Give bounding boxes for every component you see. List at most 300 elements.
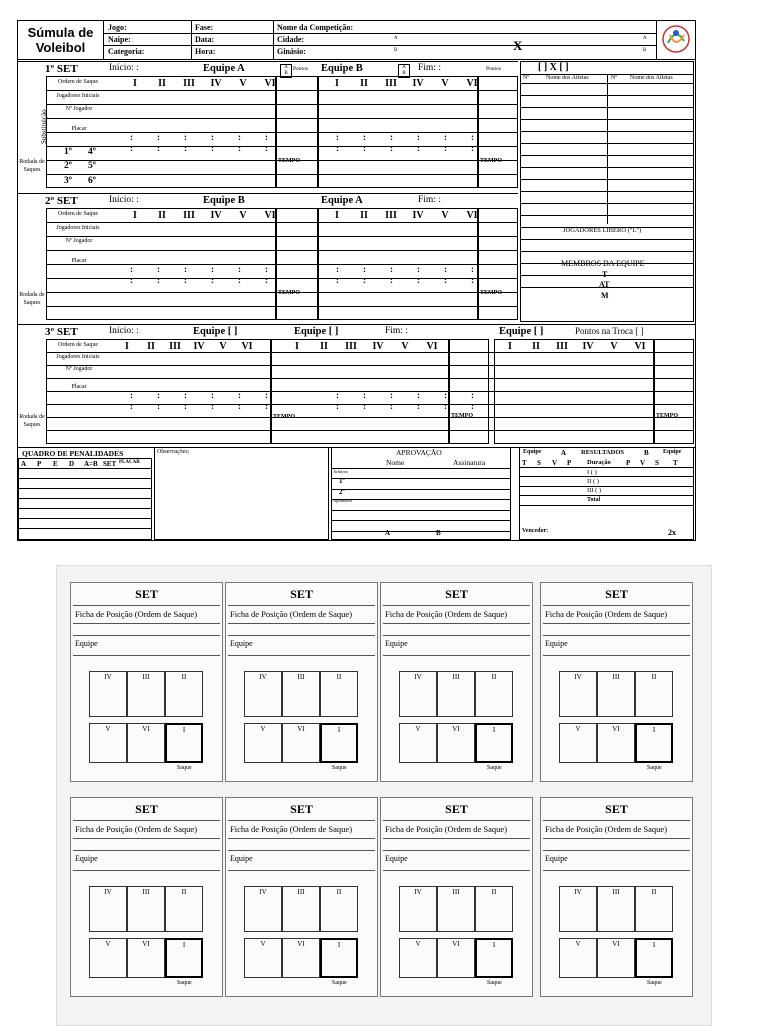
scorer-label: Apontador (333, 498, 353, 503)
card-serve-order-title: Ficha de Posição (Ordem de Saque) (385, 609, 508, 619)
card-divider (383, 870, 530, 871)
card-divider (543, 623, 690, 624)
court-zone-bottom-2[interactable] (597, 723, 635, 763)
court-zone-label: IV (259, 673, 267, 681)
set-2-right-position-6: VI (466, 210, 478, 221)
court-zone-label: I (652, 941, 656, 949)
score-colon: : (471, 132, 474, 142)
court-zone-label: III (612, 673, 620, 681)
court-zone-bottom-1[interactable] (559, 938, 597, 978)
card-divider (228, 623, 375, 624)
penalties-title: QUADRO DE PENALIDADES (22, 449, 124, 458)
card-serve-order-title: Ficha de Posição (Ordem de Saque) (385, 824, 508, 834)
score-colon: : (184, 143, 187, 153)
set-2-player-number: Nº Jogador (65, 238, 93, 244)
court-zone-top-2[interactable] (437, 671, 475, 717)
score-colon: : (157, 401, 160, 411)
set-2-left-position-3: III (183, 210, 195, 221)
card-divider (228, 635, 375, 636)
set-3-switch-points: Pontos na Troca [ ] (575, 326, 644, 336)
card-divider (228, 870, 375, 871)
score-colon: : (130, 132, 133, 142)
versus-x: X (513, 38, 523, 53)
set-3-starters: Jogadores Iniciais (56, 354, 100, 360)
set-2-right-position-4: IV (412, 210, 424, 221)
member-at: AT (599, 280, 610, 289)
card-divider (73, 870, 220, 871)
result-set-2: II ( ) (587, 478, 599, 485)
set-1-right-position-3: III (385, 78, 397, 89)
court-zone-top-2[interactable] (127, 886, 165, 932)
court-zone-label: VI (452, 725, 460, 733)
set-1-left-position-6: VI (264, 78, 276, 89)
set-1-right-position-4: IV (412, 78, 424, 89)
card-serve-order-title: Ficha de Posição (Ordem de Saque) (75, 824, 198, 834)
court-zone-bottom-2[interactable] (597, 938, 635, 978)
roster-number-col-2: Nº (611, 75, 618, 81)
card-team-label: Equipe (545, 854, 568, 863)
court-zone-bottom-1[interactable] (89, 938, 127, 978)
card-set-title: SET (605, 587, 628, 601)
court-zone-bottom-2[interactable] (127, 938, 165, 978)
court-zone-bottom-1[interactable] (244, 723, 282, 763)
results-team-b-label: Equipe (663, 449, 682, 455)
set-3-right-position-5: V (610, 341, 618, 352)
score-colon: : (184, 132, 187, 142)
set-2-team-right: Equipe A (321, 195, 363, 206)
hora-label: Hora: (195, 47, 216, 56)
set-1-start: Início: : (109, 63, 139, 73)
card-court-grid (559, 671, 677, 771)
score-colon: : (211, 264, 214, 274)
court-zone-top-1[interactable] (399, 671, 437, 717)
court-zone-bottom-1[interactable] (399, 938, 437, 978)
score-colon: : (130, 143, 133, 153)
card-divider (543, 820, 690, 821)
card-set-title: SET (605, 802, 628, 816)
serve-label: Saque (647, 765, 662, 771)
position-card-4 (540, 582, 693, 782)
score-colon: : (211, 143, 214, 153)
penalty-col-7: PLACAR (119, 460, 140, 465)
score-colon: : (184, 275, 187, 285)
results-right-col-3: S (655, 459, 659, 467)
court-zone-label: II (651, 888, 657, 896)
position-card-1 (70, 582, 223, 782)
court-zone-label: V (105, 940, 111, 948)
set-3-mid-position-5: V (401, 341, 409, 352)
captain-a: A (385, 529, 391, 537)
card-divider (383, 850, 530, 851)
score-colon: : (238, 401, 241, 411)
score-colon: : (211, 390, 214, 400)
serve-label: Saque (332, 980, 347, 986)
court-zone-top-3[interactable] (320, 671, 358, 717)
card-divider (383, 838, 530, 839)
score-colon: : (336, 264, 339, 274)
card-divider (228, 655, 375, 656)
set-2-right-position-1: I (335, 210, 339, 221)
jogo-label: Jogo: (108, 23, 127, 32)
court-zone-label: II (336, 888, 342, 896)
set-3-right-position-3: III (556, 341, 568, 352)
card-court-grid (559, 886, 677, 986)
score-colon: : (130, 275, 133, 285)
set-1-player-number: Nº Jogador (65, 106, 93, 112)
set-1-team-right: Equipe B (321, 63, 363, 74)
court-zone-label: VI (142, 940, 150, 948)
card-divider (73, 623, 220, 624)
set-2-starters: Jogadores Iniciais (56, 225, 100, 231)
court-zone-top-3[interactable] (320, 886, 358, 932)
court-zone-label: I (652, 726, 656, 734)
set-1-left-position-4: IV (210, 78, 222, 89)
set-3-team-left: Equipe [ ] (193, 326, 238, 337)
score-colon: : (184, 264, 187, 274)
court-zone-bottom-2[interactable] (437, 723, 475, 763)
card-court-grid (399, 886, 517, 986)
results-team-a-label: Equipe (523, 449, 542, 455)
card-divider (228, 605, 375, 606)
court-zone-top-2[interactable] (597, 886, 635, 932)
set-2-serve-rounds: Rodada de Saques (19, 292, 45, 306)
roster-name-col: Nome dos Atletas (546, 75, 589, 81)
title-line-2: Voleibol (35, 40, 86, 55)
results-right-col-1: P (626, 459, 631, 467)
court-zone-top-2[interactable] (437, 886, 475, 932)
score-colon: : (265, 264, 268, 274)
court-zone-top-1[interactable] (399, 886, 437, 932)
court-zone-top-3[interactable] (475, 886, 513, 932)
card-divider (73, 655, 220, 656)
penalty-col-5: A=B (84, 460, 98, 468)
card-team-label: Equipe (230, 854, 253, 863)
court-zone-label: III (142, 888, 150, 896)
court-zone-top-3[interactable] (635, 671, 673, 717)
score-colon: : (265, 401, 268, 411)
results-left-col-1: T (522, 459, 527, 467)
score-colon: : (444, 275, 447, 285)
court-zone-top-3[interactable] (165, 886, 203, 932)
set-2-right-position-5: V (441, 210, 449, 221)
court-zone-top-2[interactable] (127, 671, 165, 717)
set-3-mid-position-2: II (320, 341, 328, 352)
court-zone-bottom-1[interactable] (89, 723, 127, 763)
court-zone-label: II (491, 673, 497, 681)
set-3-serve-rounds: Rodada de Saques (19, 414, 45, 428)
result-total: Total (587, 497, 601, 503)
score-colon: : (238, 275, 241, 285)
score-colon: : (336, 401, 339, 411)
winner-score: 2x (668, 528, 676, 537)
second-referee: 2º (339, 488, 345, 496)
court-zone-label: IV (574, 673, 582, 681)
position-card-5 (70, 797, 223, 997)
scoresheet-header (18, 21, 695, 60)
set-1-substitution: Substituição (40, 109, 48, 144)
court-zone-label: IV (574, 888, 582, 896)
card-divider (73, 838, 220, 839)
card-court-grid (244, 886, 362, 986)
set-3-team-mid: Equipe [ ] (294, 326, 339, 337)
card-divider (543, 850, 690, 851)
court-zone-top-1[interactable] (89, 886, 127, 932)
card-set-title: SET (135, 802, 158, 816)
set-3-timeout-left: TEMPO (273, 414, 295, 420)
round-4: 4º (88, 147, 96, 157)
court-zone-label: III (142, 673, 150, 681)
set-1-title: 1º SET (45, 63, 78, 75)
set-1-left-position-5: V (239, 78, 247, 89)
results-team-a: A (561, 449, 567, 457)
court-zone-label: II (181, 888, 187, 896)
set-3-right-position-4: IV (582, 341, 594, 352)
court-zone-bottom-2[interactable] (282, 723, 320, 763)
card-divider (228, 850, 375, 851)
sheet-title (18, 21, 104, 59)
results-title: RESULTADOS (581, 449, 624, 456)
observations-label: Observações: (157, 449, 190, 455)
set-3-end: Fim: : (385, 326, 408, 336)
court-zone-label: VI (612, 725, 620, 733)
score-colon: : (157, 275, 160, 285)
court-zone-bottom-3[interactable] (475, 938, 513, 978)
round-1: 1º (64, 147, 72, 157)
ginasio-label: Ginásio: (277, 47, 306, 56)
set-1-left-position-2: II (158, 78, 166, 89)
score-colon: : (157, 390, 160, 400)
card-set-title: SET (445, 587, 468, 601)
court-zone-bottom-2[interactable] (282, 938, 320, 978)
court-zone-bottom-3[interactable] (320, 723, 358, 763)
score-colon: : (211, 132, 214, 142)
card-team-label: Equipe (75, 639, 98, 648)
score-colon: : (444, 143, 447, 153)
score-colon: : (238, 390, 241, 400)
court-zone-label: IV (414, 673, 422, 681)
approval-signature-col: Assinatura (453, 458, 486, 467)
court-zone-bottom-2[interactable] (437, 938, 475, 978)
team-b-marker-right: B (643, 48, 647, 53)
set-2-end: Fim: : (418, 195, 441, 205)
set-1-left-position-3: III (183, 78, 195, 89)
court-zone-label: V (105, 725, 111, 733)
set-2-score: Placar (71, 258, 87, 264)
set-2-left-position-5: V (239, 210, 247, 221)
court-zone-label: III (452, 673, 460, 681)
court-zone-label: V (260, 725, 266, 733)
score-colon: : (471, 143, 474, 153)
card-serve-order-title: Ficha de Posição (Ordem de Saque) (545, 824, 668, 834)
round-2: 2º (64, 161, 72, 171)
card-divider (73, 820, 220, 821)
score-colon: : (336, 275, 339, 285)
court-zone-bottom-3[interactable] (635, 938, 673, 978)
title-line-1: Súmula de (27, 25, 94, 40)
score-colon: : (336, 143, 339, 153)
court-zone-label: VI (452, 940, 460, 948)
court-zone-top-2[interactable] (597, 671, 635, 717)
score-colon: : (184, 401, 187, 411)
card-team-label: Equipe (75, 854, 98, 863)
score-colon: : (390, 143, 393, 153)
score-colon: : (444, 390, 447, 400)
court-zone-label: III (297, 673, 305, 681)
court-zone-bottom-2[interactable] (127, 723, 165, 763)
score-colon: : (211, 401, 214, 411)
court-zone-label: II (651, 673, 657, 681)
score-colon: : (390, 275, 393, 285)
card-divider (228, 820, 375, 821)
scoresheet: Súmula de Voleibol Jogo: Naipe: Categoria: Fase: Data: Hora: Nome da Competição: Cidade: Ginásio: A B X A B 1º SET Início: : Equipe A A B Pontos Equipe B A B Fim: : Pontos Ordem de Saque Jogadores Iniciais Substituição Nº Jogador Placar Rodada de Saques 1º 4º 2º 5º 3º 6º TEMPO TEMPO 2º SET Início: : Equipe B Equipe A Fim: : Ordem de Saque Jogadores Iniciais Nº Jogador Placar Rodada de Saques TEMPO TEMPO 3º SET Início: : Equipe [ ] Equipe [ ] Fim: : Equipe [ ] Pontos na Troca [ ] Ordem de Saque Jogadores Iniciais Nº Jogador Placar Rodada de Saques TEMPO TEMPO TEMPO [ ] X [ ] Nº Nome dos Atletas Nº Nome dos Atletas JOGADORES LIBERO ("L") MEMBROS DA EQUIPE T AT M QUADRO DE PENALIDADES Observações: APROVAÇÃO Nome Assinatura Árbitros 1º 2º Apontador A B Equipe A RESULTADOS B Equipe I ( ) II ( ) III ( ) Total Vencedor: 2x I I II II III III IV IV V V VI VI I I II II III III IV IV V V VI VI I I II II III III IV IV V V VI VI I II III IV V VI : : : : : : : : : : : : : : : : : : : : : : : : : : : : : : : : : : : : : : : : : : : : : : : : : : : : : : : : : : : : : : : : : : : : : : : : A P E D A=B SET PLACAR T S V P Duração P V S T (17, 20, 696, 541)
set-3-right-position-2: II (532, 341, 540, 352)
penalty-col-6: SET (103, 460, 117, 468)
court-zone-top-3[interactable] (165, 671, 203, 717)
set-2-start: Início: : (109, 195, 139, 205)
court-zone-label: VI (612, 940, 620, 948)
court-zone-top-3[interactable] (475, 671, 513, 717)
court-zone-label: V (260, 940, 266, 948)
card-divider (543, 655, 690, 656)
fase-label: Fase: (195, 23, 214, 32)
court-zone-label: VI (297, 725, 305, 733)
score-colon: : (417, 401, 420, 411)
card-team-label: Equipe (545, 639, 568, 648)
score-colon: : (130, 264, 133, 274)
score-colon: : (265, 143, 268, 153)
court-zone-label: I (182, 726, 186, 734)
court-zone-label: II (491, 888, 497, 896)
score-colon: : (130, 401, 133, 411)
card-divider (543, 635, 690, 636)
set-1-timeout-right: TEMPO (480, 158, 502, 164)
score-colon: : (363, 390, 366, 400)
first-referee: 1º (339, 477, 345, 485)
score-colon: : (471, 390, 474, 400)
set-1-right-position-5: V (441, 78, 449, 89)
card-divider (228, 838, 375, 839)
round-5: 5º (88, 161, 96, 171)
score-colon: : (390, 132, 393, 142)
score-colon: : (265, 132, 268, 142)
court-zone-bottom-3[interactable] (475, 723, 513, 763)
court-zone-top-1[interactable] (244, 886, 282, 932)
court-zone-bottom-3[interactable] (635, 723, 673, 763)
set-3-timeout-mid: TEMPO (451, 413, 473, 419)
results-left-col-3: V (552, 459, 558, 467)
position-card-6 (225, 797, 378, 997)
court-zone-top-2[interactable] (282, 671, 320, 717)
results-right-col-4: T (673, 459, 678, 467)
score-colon: : (363, 143, 366, 153)
card-set-title: SET (290, 587, 313, 601)
set-1-score: Placar (71, 126, 87, 132)
roster-teams: [ ] X [ ] (538, 62, 569, 73)
court-zone-top-2[interactable] (282, 886, 320, 932)
score-colon: : (363, 275, 366, 285)
court-zone-label: V (575, 940, 581, 948)
court-zone-label: IV (259, 888, 267, 896)
court-zone-top-1[interactable] (89, 671, 127, 717)
card-divider (73, 605, 220, 606)
score-colon: : (390, 401, 393, 411)
set-1-serve-rounds: Rodada de Saques (19, 159, 45, 173)
score-colon: : (238, 264, 241, 274)
card-team-label: Equipe (385, 639, 408, 648)
court-zone-bottom-1[interactable] (244, 938, 282, 978)
court-zone-bottom-3[interactable] (320, 938, 358, 978)
court-zone-top-1[interactable] (559, 886, 597, 932)
score-colon: : (130, 390, 133, 400)
card-set-title: SET (135, 587, 158, 601)
court-zone-label: VI (142, 725, 150, 733)
court-zone-top-3[interactable] (635, 886, 673, 932)
card-divider (73, 635, 220, 636)
card-court-grid (244, 671, 362, 771)
court-zone-label: I (492, 941, 496, 949)
court-zone-top-1[interactable] (559, 671, 597, 717)
set-3-left-position-6: VI (241, 341, 253, 352)
results-left-col-2: S (537, 459, 541, 467)
score-colon: : (184, 390, 187, 400)
court-zone-bottom-3[interactable] (165, 938, 203, 978)
position-card-2 (225, 582, 378, 782)
card-divider (383, 635, 530, 636)
set-2-timeout-right: TEMPO (480, 290, 502, 296)
court-zone-bottom-1[interactable] (559, 723, 597, 763)
set-2-right-position-3: III (385, 210, 397, 221)
score-colon: : (336, 132, 339, 142)
serve-label: Saque (177, 765, 192, 771)
card-serve-order-title: Ficha de Posição (Ordem de Saque) (75, 609, 198, 619)
court-zone-top-1[interactable] (244, 671, 282, 717)
libero-title: JOGADORES LIBERO ("L") (563, 227, 642, 234)
set-3-right-position-6: VI (634, 341, 646, 352)
round-6: 6º (88, 176, 96, 186)
court-zone-label: III (612, 888, 620, 896)
card-divider (543, 838, 690, 839)
court-zone-bottom-1[interactable] (399, 723, 437, 763)
court-zone-label: I (337, 726, 341, 734)
set-2-left-position-2: II (158, 210, 166, 221)
court-zone-bottom-3[interactable] (165, 723, 203, 763)
score-colon: : (444, 132, 447, 142)
card-court-grid (399, 671, 517, 771)
card-set-title: SET (290, 802, 313, 816)
court-zone-label: I (492, 726, 496, 734)
set-1-timeout-left: TEMPO (278, 158, 300, 164)
court-zone-label: VI (297, 940, 305, 948)
penalty-col-1: A (21, 460, 27, 468)
set-3-mid-position-1: I (295, 341, 299, 352)
court-zone-label: II (181, 673, 187, 681)
score-colon: : (363, 264, 366, 274)
score-colon: : (157, 143, 160, 153)
results-duration-col: Duração (587, 459, 611, 466)
categoria-label: Categoria: (108, 47, 145, 56)
winner-label: Vencedor: (522, 528, 549, 534)
set-3-player-number: Nº Jogador (65, 366, 93, 372)
set-3-score: Placar (71, 384, 87, 390)
member-m: M (601, 291, 609, 300)
score-colon: : (265, 275, 268, 285)
card-divider (73, 850, 220, 851)
position-card-3 (380, 582, 533, 782)
penalty-col-3: E (53, 460, 58, 468)
set-2-left-position-4: IV (210, 210, 222, 221)
set-3-serve-order: Ordem de Saque (58, 342, 98, 348)
set-3-start: Início: : (109, 326, 139, 336)
